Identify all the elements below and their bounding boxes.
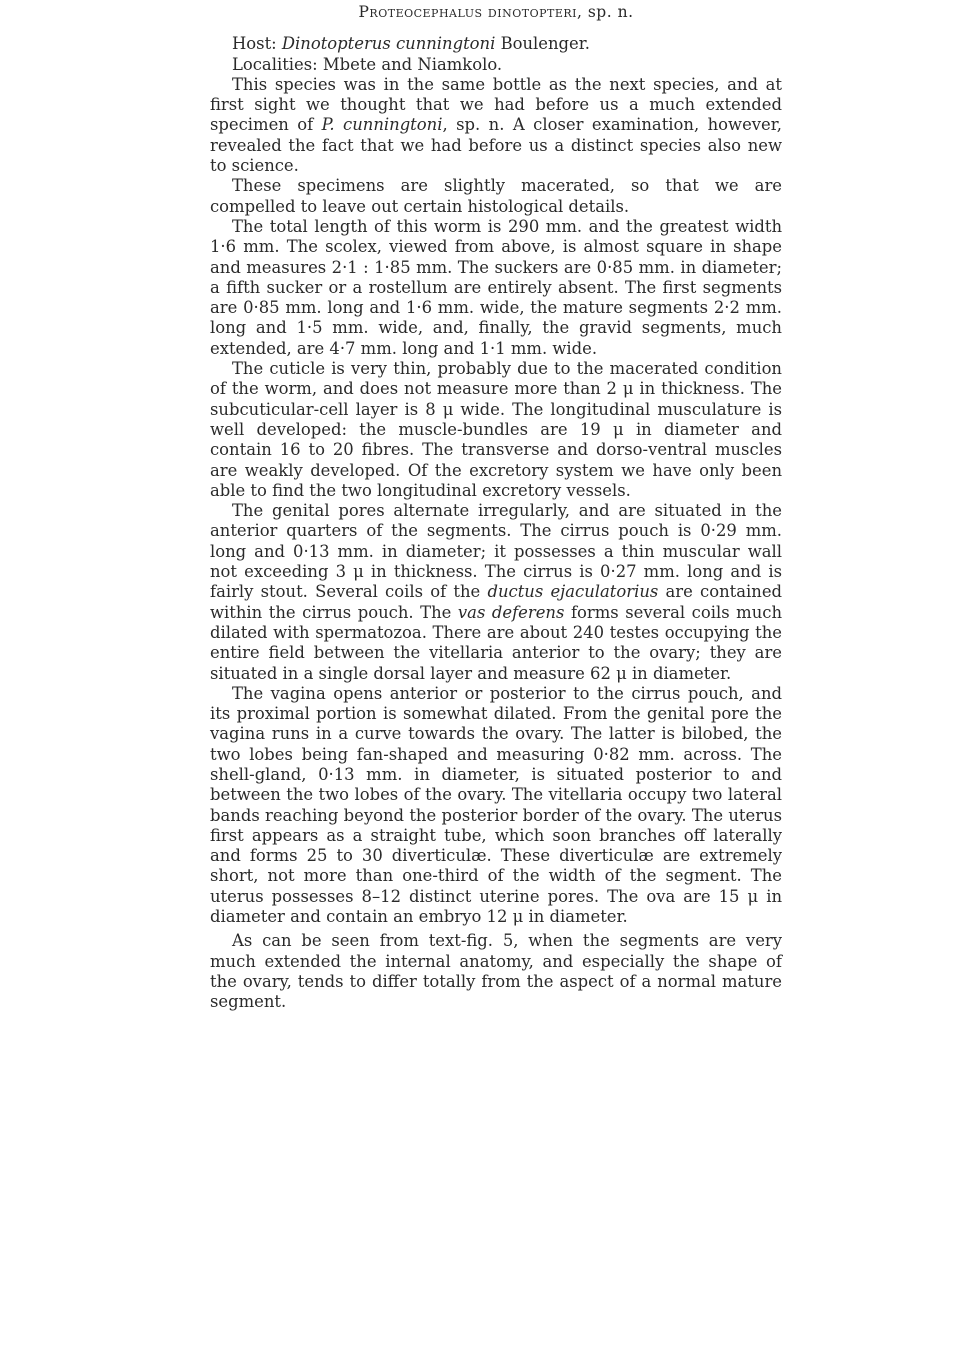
paragraph-4: The cuticle is very thin, probably due to the macerated condition of the worm, and does not measure more than 2 μ in thickness. The subcuticular-cell layer is 8 μ wide. The longitudinal musculature is well developed: the muscle-bundles are 19 μ in diameter and contain 16 to 20 fibres. The transverse and dorso-ventral muscles are weakly developed. Of the excretory system we have only been able to find the two longitudinal excretory vessels. [210,359,782,500]
paragraph-1-text-b: , sp. n. A closer examination, however, revealed the fact that we had before us a distinct species also new to science. [210,115,782,176]
paragraph-1-species: P. cunningtoni [321,115,443,135]
paragraph-5-vas-deferens: vas deferens [457,602,565,622]
paragraph-3: The total length of this worm is 290 mm. and the greatest width 1·6 mm. The scolex, viewed from above, is almost square in shape and measures 2·1 : 1·85 mm. The suckers are 0·85 mm. in diameter; a fifth sucker or a rostellum are entirely absent. The first segments are 0·85 mm. long and 1·6 mm. wide, the mature segments 2·2 mm. long and 1·5 mm. wide, and, finally, the gravid segments, much extended, are 4·7 mm. long and 1·1 mm. wide. [210,216,782,358]
species-name: Proteocephalus dinotopteri [358,3,577,21]
host-species: Dinotopterus cunningtoni [281,34,496,54]
paragraph-5 [210,501,782,684]
paragraph-5-text-b: are contained within the cirrus pouch. The [210,582,783,622]
localities-line [210,55,782,75]
localities-label: Localities: [232,54,323,74]
localities-value: Mbete and Niamkolo. [322,54,503,74]
paragraph-5-text-c: forms several coils much dilated with spermatozoa. There are about 240 testes occupying the entire field between the vitellaria anterior to the ovary; they are situated in a single dorsal layer and measure 62 μ in diameter. [210,602,783,683]
species-suffix: , sp. n. [577,3,634,21]
host-line [210,34,782,54]
host-label: Host: [232,34,282,54]
paragraph-5-ductus: ductus ejaculatorius [487,582,659,602]
paragraph-6: The vagina opens anterior or posterior to the cirrus pouch, and its proximal portion is somewhat dilated. From the genital pore the vagina runs in a curve towards the ovary. The latter is bilobed, the two lobes being fan-shaped and measuring 0·82 mm. across. The shell-gland, 0·13 mm. in diameter, is situated posterior to and between the two lobes of the ovary. The vitellaria occupy two lateral bands reaching beyond the posterior border of the ovary. The uterus first appears as a straight tube, which soon branches off laterally and forms 25 to 30 diverticulæ. These diverticulæ are extremely short, not more than one-third of the width of the segment. The uterus possesses 8–12 distinct uterine pores. The ova are 15 μ in diameter and contain an embryo 12 μ in diameter. [210,683,782,927]
paragraph-5-text-a: The genital pores alternate irregularly, and are situated in the anterior quarters of the segments. The cirrus pouch is 0·29 mm. long and 0·13 mm. in diameter; it possesses a thin muscular wall not exceeding 3 μ in thickness. The cirrus is 0·27 mm. long and is fairly stout. Several coils of the [210,501,782,602]
paragraph-1 [210,75,782,176]
paragraph-1-text-a: This species was in the same bottle as the next species, and at first sight we thought that we had before us a much extended specimen of [210,74,782,135]
host-authority: Boulenger. [495,34,590,54]
paragraph-7: As can be seen from text-fig. 5, when the segments are very much extended the internal anatomy, and especially the shape of the ovary, tends to differ totally from the aspect of a normal mature segment. [210,931,782,1012]
text-column [210,2,782,1013]
species-heading [210,2,782,22]
paragraph-2: These specimens are slightly macerated, so that we are compelled to leave out certain histological details. [210,176,782,216]
